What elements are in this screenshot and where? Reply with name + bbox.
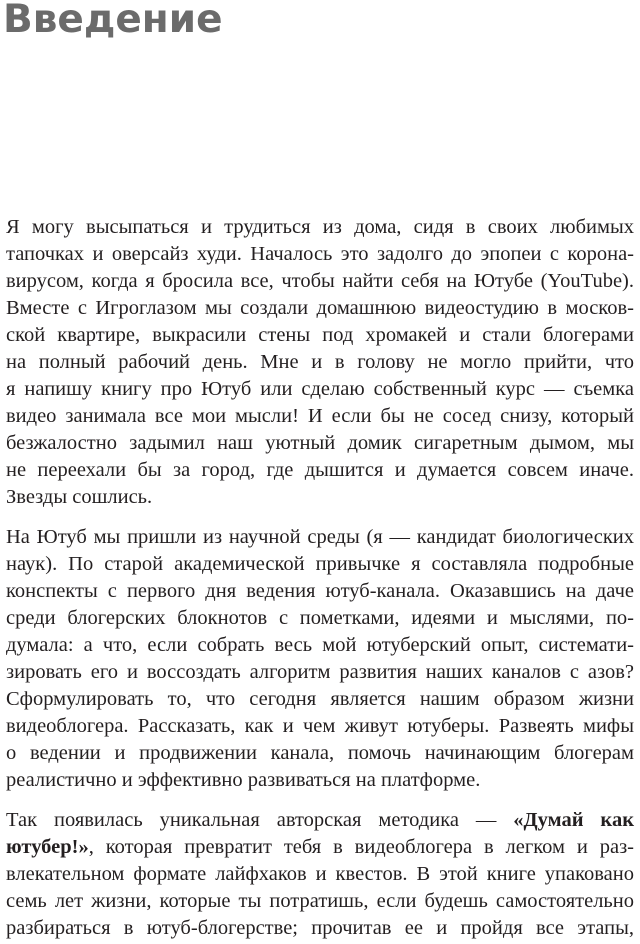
text-line: разбираться в ютуб-блогерстве; прочитав ее и пройдя все этапы, xyxy=(6,917,634,939)
text-line: ской квартире, выкрасили стены под хромакей и стали блогерами xyxy=(6,324,634,346)
body-text xyxy=(6,214,634,944)
text-line: не переехали бы за город, где дышится и думается совсем иначе. xyxy=(6,459,634,481)
text-line: тапочках и оверсайз худи. Началось это задолго до эпопеи с корона- xyxy=(6,243,634,265)
text-line: Звезды сошлись. xyxy=(6,486,153,508)
paragraph-1 xyxy=(6,214,634,511)
text-line xyxy=(6,834,634,861)
text-line: наук). По старой академической привычке я составляла подробные xyxy=(6,553,634,575)
text-line xyxy=(6,807,634,834)
text-line: зировать его и воссоздать алгоритм развития наших каналов с азов? xyxy=(6,661,634,683)
text-segment: Так появилась уникальная авторская методика — xyxy=(6,809,514,831)
text-line: конспекты с первого дня ведения ютуб-канала. Оказавшись на даче xyxy=(6,580,634,602)
text-line: влекательном формате лайфхаков и квестов. В этой книге упаковано xyxy=(6,863,634,885)
text-line: думала: а что, если собрать весь мой ютуберский опыт, системати- xyxy=(6,634,634,656)
paragraph-2 xyxy=(6,524,634,794)
text-line: Сформулировать то, что сегодня является нашим образом жизни xyxy=(6,688,634,710)
text-line: вирусом, когда я бросила все, чтобы найти себя на Ютубе (YouTube). xyxy=(6,270,634,292)
text-line: Я могу высыпаться и трудиться из дома, сидя в своих любимых xyxy=(6,216,634,238)
paragraph-3 xyxy=(6,807,634,942)
text-line: семь лет жизни, которые ты потратишь, если будешь самостоятельно xyxy=(6,890,634,912)
book-title-text: ютубер!» xyxy=(6,836,89,858)
text-line: я напишу книгу про Ютуб или сделаю собственный курс — съемка xyxy=(6,378,634,400)
text-line: реалистично и эффективно развиваться на платформе. xyxy=(6,769,481,791)
text-line: На Ютуб мы пришли из научной среды (я — кандидат биологических xyxy=(6,526,634,548)
text-line: на полный рабочий день. Мне и в голову не могло прийти, что xyxy=(6,351,634,373)
text-segment: , которая превратит тебя в видеоблогера в легком и раз- xyxy=(88,836,634,858)
book-title-text: «Думай как xyxy=(513,809,634,831)
text-line: среди блогерских блокнотов с пометками, идеями и мыслями, по- xyxy=(6,607,634,629)
text-line: видео занимала все мои мысли! И если бы не сосед снизу, который xyxy=(6,405,634,427)
text-line: Вместе с Игроглазом мы создали домашнюю видеостудию в москов- xyxy=(6,297,634,319)
chapter-title: Введение xyxy=(3,0,223,42)
text-line: о ведении и продвижении канала, помочь начинающим блогерам xyxy=(6,742,634,764)
text-line: безжалостно задымил наш уютный домик сигаретным дымом, мы xyxy=(6,432,634,454)
text-line: видеоблогера. Рассказать, как и чем живут ютуберы. Развеять мифы xyxy=(6,715,634,737)
